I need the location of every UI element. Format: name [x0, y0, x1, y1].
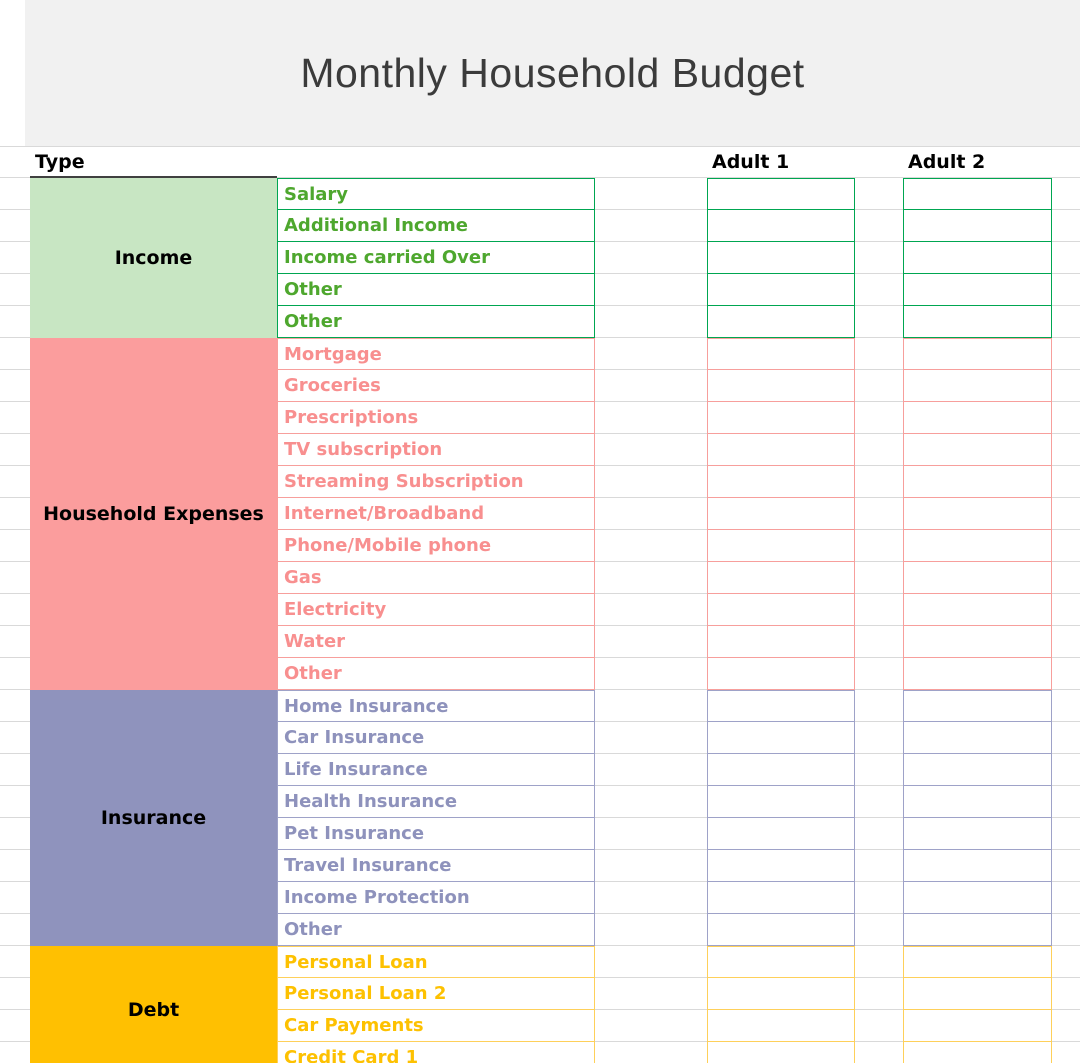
spacer-cell	[595, 690, 707, 722]
item-cell-car-insurance[interactable]: Car Insurance	[277, 722, 595, 754]
adult2-value-cell[interactable]	[903, 978, 1052, 1010]
adult2-value-cell[interactable]	[903, 946, 1052, 978]
row-gutter-cell	[1052, 914, 1080, 946]
adult2-value-cell[interactable]	[903, 658, 1052, 690]
spacer-cell	[855, 658, 903, 690]
item-cell-electricity[interactable]: Electricity	[277, 594, 595, 626]
spacer-cell	[855, 818, 903, 850]
spacer-cell	[595, 210, 707, 242]
item-cell-credit-card-1[interactable]: Credit Card 1	[277, 1042, 595, 1063]
adult1-value-cell[interactable]	[707, 978, 855, 1010]
row-gutter-cell	[1052, 594, 1080, 626]
adult1-value-cell[interactable]	[707, 370, 855, 402]
adult2-value-cell[interactable]	[903, 562, 1052, 594]
header-spacer-cell	[595, 146, 707, 178]
spacer-cell	[855, 978, 903, 1010]
adult1-value-cell[interactable]	[707, 946, 855, 978]
spacer-cell	[855, 434, 903, 466]
adult2-value-cell[interactable]	[903, 530, 1052, 562]
adult1-column-header[interactable]: Adult 1	[707, 146, 855, 178]
row-gutter-cell	[0, 978, 30, 1010]
adult2-value-cell[interactable]	[903, 370, 1052, 402]
row-gutter-cell	[0, 210, 30, 242]
item-cell-water[interactable]: Water	[277, 626, 595, 658]
adult1-value-cell[interactable]	[707, 786, 855, 818]
row-gutter-cell	[1052, 210, 1080, 242]
adult2-value-cell[interactable]	[903, 306, 1052, 338]
row-gutter-cell	[0, 1042, 30, 1063]
row-gutter-cell	[0, 498, 30, 530]
spacer-cell	[595, 466, 707, 498]
spacer-cell	[595, 722, 707, 754]
item-cell-prescriptions[interactable]: Prescriptions	[277, 402, 595, 434]
spacer-cell	[855, 530, 903, 562]
adult2-value-cell[interactable]	[903, 178, 1052, 210]
row-gutter-cell	[1052, 370, 1080, 402]
adult1-value-cell[interactable]	[707, 1010, 855, 1042]
row-gutter-cell	[0, 914, 30, 946]
adult2-value-cell[interactable]	[903, 402, 1052, 434]
spacer-cell	[855, 754, 903, 786]
spacer-cell	[855, 946, 903, 978]
spacer-cell	[595, 530, 707, 562]
adult2-column-header[interactable]: Adult 2	[903, 146, 1052, 178]
row-gutter-cell	[0, 626, 30, 658]
spacer-cell	[595, 882, 707, 914]
spacer-cell	[855, 850, 903, 882]
spacer-cell	[595, 626, 707, 658]
adult2-value-cell[interactable]	[903, 690, 1052, 722]
row-gutter-cell	[1052, 338, 1080, 370]
adult1-value-cell[interactable]	[707, 466, 855, 498]
row-gutter-cell	[1052, 658, 1080, 690]
spacer-cell	[595, 370, 707, 402]
item-cell-additional-income[interactable]: Additional Income	[277, 210, 595, 242]
spacer-cell	[595, 434, 707, 466]
adult1-value-cell[interactable]	[707, 306, 855, 338]
spacer-cell	[595, 498, 707, 530]
row-gutter-cell	[0, 370, 30, 402]
row-gutter-cell	[0, 466, 30, 498]
row-gutter-cell	[0, 178, 30, 210]
spacer-cell	[595, 274, 707, 306]
adult1-value-cell[interactable]	[707, 530, 855, 562]
spacer-cell	[855, 402, 903, 434]
spacer-cell	[595, 786, 707, 818]
spacer-cell	[595, 338, 707, 370]
adult1-value-cell[interactable]	[707, 178, 855, 210]
row-gutter-cell	[1052, 626, 1080, 658]
row-gutter-cell	[1052, 466, 1080, 498]
spacer-cell	[595, 306, 707, 338]
adult2-value-cell[interactable]	[903, 882, 1052, 914]
row-gutter-cell	[0, 658, 30, 690]
row-gutter-cell	[0, 754, 30, 786]
adult2-value-cell[interactable]	[903, 434, 1052, 466]
item-cell-income-protection[interactable]: Income Protection	[277, 882, 595, 914]
spacer-cell	[595, 242, 707, 274]
spacer-cell	[855, 722, 903, 754]
item-cell-life-insurance[interactable]: Life Insurance	[277, 754, 595, 786]
item-cell-other[interactable]: Other	[277, 274, 595, 306]
adult2-value-cell[interactable]	[903, 466, 1052, 498]
adult2-value-cell[interactable]	[903, 498, 1052, 530]
adult2-value-cell[interactable]	[903, 722, 1052, 754]
adult1-value-cell[interactable]	[707, 850, 855, 882]
adult2-value-cell[interactable]	[903, 786, 1052, 818]
row-gutter-cell	[1052, 562, 1080, 594]
adult1-value-cell[interactable]	[707, 274, 855, 306]
header-spacer-cell	[855, 146, 903, 178]
spacer-cell	[855, 626, 903, 658]
adult1-value-cell[interactable]	[707, 818, 855, 850]
spacer-cell	[855, 1042, 903, 1063]
item-cell-other[interactable]: Other	[277, 914, 595, 946]
row-gutter-cell	[1052, 754, 1080, 786]
spacer-cell	[855, 370, 903, 402]
item-cell-internet-broadband[interactable]: Internet/Broadband	[277, 498, 595, 530]
spacer-cell	[855, 242, 903, 274]
row-gutter-cell	[0, 690, 30, 722]
item-cell-other[interactable]: Other	[277, 658, 595, 690]
spacer-cell	[855, 274, 903, 306]
spacer-cell	[855, 1010, 903, 1042]
spacer-cell	[855, 562, 903, 594]
item-cell-personal-loan-2[interactable]: Personal Loan 2	[277, 978, 595, 1010]
spacer-cell	[595, 914, 707, 946]
row-gutter-cell	[0, 434, 30, 466]
row-gutter-cell	[0, 338, 30, 370]
adult1-value-cell[interactable]	[707, 626, 855, 658]
section-label-insurance[interactable]: Insurance	[30, 690, 277, 946]
item-cell-travel-insurance[interactable]: Travel Insurance	[277, 850, 595, 882]
row-gutter-cell	[1052, 530, 1080, 562]
adult2-value-cell[interactable]	[903, 626, 1052, 658]
adult2-value-cell[interactable]	[903, 850, 1052, 882]
row-gutter-cell	[0, 530, 30, 562]
section-label-household-expenses[interactable]: Household Expenses	[30, 338, 277, 690]
row-gutter-cell	[0, 562, 30, 594]
adult2-value-cell[interactable]	[903, 338, 1052, 370]
adult2-value-cell[interactable]	[903, 1042, 1052, 1063]
row-gutter-cell	[0, 946, 30, 978]
item-cell-gas[interactable]: Gas	[277, 562, 595, 594]
section-label-debt[interactable]: Debt	[30, 946, 277, 1063]
adult1-value-cell[interactable]	[707, 690, 855, 722]
spacer-cell	[595, 178, 707, 210]
spacer-cell	[595, 1010, 707, 1042]
row-gutter-cell	[1052, 178, 1080, 210]
adult1-value-cell[interactable]	[707, 562, 855, 594]
row-gutter-cell	[0, 818, 30, 850]
spacer-cell	[595, 850, 707, 882]
spacer-cell	[855, 210, 903, 242]
adult1-value-cell[interactable]	[707, 498, 855, 530]
row-gutter-cell	[0, 402, 30, 434]
row-gutter-cell	[1052, 818, 1080, 850]
row-gutter-cell	[1052, 850, 1080, 882]
row-gutter-cell	[1052, 242, 1080, 274]
adult1-value-cell[interactable]	[707, 594, 855, 626]
row-gutter-cell	[0, 882, 30, 914]
adult1-value-cell[interactable]	[707, 402, 855, 434]
adult2-value-cell[interactable]	[903, 274, 1052, 306]
row-gutter-cell	[1052, 1010, 1080, 1042]
row-gutter-cell	[0, 306, 30, 338]
row-gutter-cell	[1052, 402, 1080, 434]
adult1-value-cell[interactable]	[707, 242, 855, 274]
spacer-cell	[855, 594, 903, 626]
row-gutter-cell	[0, 722, 30, 754]
row-gutter-cell	[1052, 434, 1080, 466]
adult2-value-cell[interactable]	[903, 210, 1052, 242]
row-gutter-cell	[0, 594, 30, 626]
spacer-cell	[595, 1042, 707, 1063]
item-cell-pet-insurance[interactable]: Pet Insurance	[277, 818, 595, 850]
spacer-cell	[595, 402, 707, 434]
adult2-value-cell[interactable]	[903, 594, 1052, 626]
item-cell-tv-subscription[interactable]: TV subscription	[277, 434, 595, 466]
spacer-cell	[595, 946, 707, 978]
row-gutter-cell	[1052, 882, 1080, 914]
adult2-value-cell[interactable]	[903, 754, 1052, 786]
adult1-value-cell[interactable]	[707, 658, 855, 690]
header-spacer-cell	[277, 146, 595, 178]
spacer-cell	[855, 786, 903, 818]
spacer-cell	[855, 338, 903, 370]
row-gutter-cell	[1052, 722, 1080, 754]
spacer-cell	[595, 658, 707, 690]
row-gutter-cell	[1052, 978, 1080, 1010]
spacer-cell	[855, 882, 903, 914]
adult2-value-cell[interactable]	[903, 242, 1052, 274]
spacer-cell	[855, 178, 903, 210]
row-gutter-cell	[0, 1010, 30, 1042]
spacer-cell	[855, 498, 903, 530]
spacer-cell	[855, 690, 903, 722]
spacer-cell	[595, 562, 707, 594]
spacer-cell	[595, 978, 707, 1010]
type-column-header[interactable]: Type	[30, 146, 277, 178]
adult1-value-cell[interactable]	[707, 210, 855, 242]
section-label-income[interactable]: Income	[30, 178, 277, 338]
row-gutter-cell	[1052, 306, 1080, 338]
item-cell-health-insurance[interactable]: Health Insurance	[277, 786, 595, 818]
item-cell-other[interactable]: Other	[277, 306, 595, 338]
adult1-value-cell[interactable]	[707, 434, 855, 466]
spacer-cell	[595, 594, 707, 626]
row-gutter-cell	[0, 242, 30, 274]
adult2-value-cell[interactable]	[903, 1010, 1052, 1042]
title-band	[25, 0, 1080, 146]
adult1-value-cell[interactable]	[707, 882, 855, 914]
row-gutter-cell	[1052, 274, 1080, 306]
budget-sheet	[0, 146, 1080, 1063]
item-cell-home-insurance[interactable]: Home Insurance	[277, 690, 595, 722]
item-cell-salary[interactable]: Salary	[277, 178, 595, 210]
adult1-value-cell[interactable]	[707, 722, 855, 754]
row-gutter-cell	[0, 274, 30, 306]
item-cell-personal-loan[interactable]: Personal Loan	[277, 946, 595, 978]
row-gutter-cell	[0, 850, 30, 882]
spacer-cell	[855, 466, 903, 498]
spacer-cell	[855, 306, 903, 338]
row-gutter-cell	[1052, 498, 1080, 530]
adult2-value-cell[interactable]	[903, 914, 1052, 946]
item-cell-phone-mobile-phone[interactable]: Phone/Mobile phone	[277, 530, 595, 562]
header-gutter-cell	[0, 146, 30, 178]
item-cell-car-payments[interactable]: Car Payments	[277, 1010, 595, 1042]
row-gutter-cell	[1052, 946, 1080, 978]
item-cell-income-carried-over[interactable]: Income carried Over	[277, 242, 595, 274]
row-gutter-cell	[1052, 786, 1080, 818]
row-gutter-cell	[1052, 690, 1080, 722]
spacer-cell	[595, 818, 707, 850]
item-cell-mortgage[interactable]: Mortgage	[277, 338, 595, 370]
adult2-value-cell[interactable]	[903, 818, 1052, 850]
adult1-value-cell[interactable]	[707, 338, 855, 370]
adult1-value-cell[interactable]	[707, 754, 855, 786]
adult1-value-cell[interactable]	[707, 1042, 855, 1063]
page-title: Monthly Household Budget	[300, 49, 805, 96]
spacer-cell	[595, 754, 707, 786]
adult1-value-cell[interactable]	[707, 914, 855, 946]
spacer-cell	[855, 914, 903, 946]
item-cell-streaming-subscription[interactable]: Streaming Subscription	[277, 466, 595, 498]
row-gutter-cell	[0, 786, 30, 818]
header-gutter-cell	[1052, 146, 1080, 178]
row-gutter-cell	[1052, 1042, 1080, 1063]
item-cell-groceries[interactable]: Groceries	[277, 370, 595, 402]
